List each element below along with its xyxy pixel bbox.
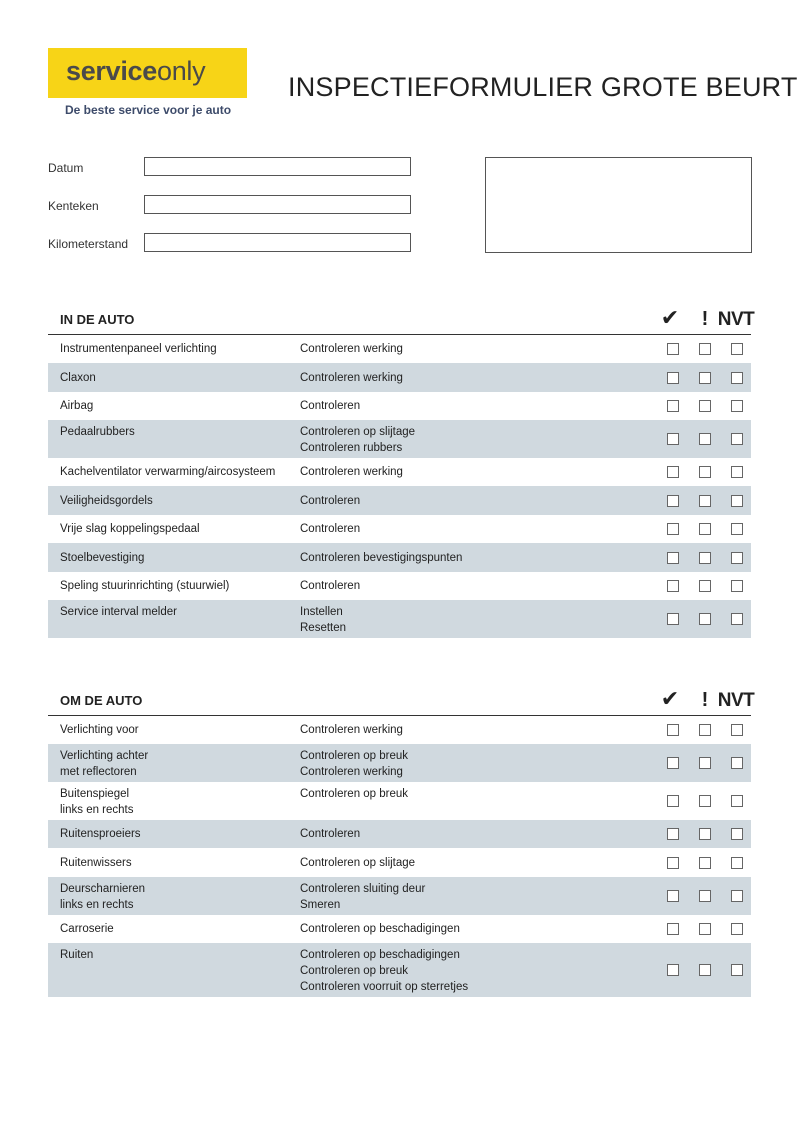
table-row: [48, 600, 751, 638]
checkbox-ok[interactable]: [667, 828, 679, 840]
item-label-line: Buitenspiegel: [60, 788, 130, 800]
table-row: [48, 420, 751, 458]
checkbox-nvt[interactable]: [731, 400, 743, 412]
checkbox-attention[interactable]: [699, 552, 711, 564]
action-label: [300, 341, 403, 357]
item-label: [60, 521, 200, 537]
kilometerstand-field[interactable]: [144, 233, 411, 252]
table-row: [48, 782, 751, 820]
item-label: [60, 578, 229, 594]
action-label: [300, 947, 468, 995]
table-row: [48, 392, 751, 420]
item-label: [60, 464, 275, 480]
checkbox-nvt[interactable]: [731, 795, 743, 807]
checkbox-attention[interactable]: [699, 372, 711, 384]
checkbox-nvt[interactable]: [731, 580, 743, 592]
page-title: INSPECTIEFORMULIER GROTE BEURT: [288, 72, 798, 102]
logo-light-text: only: [157, 56, 206, 86]
checkbox-attention[interactable]: [699, 828, 711, 840]
table-row: [48, 915, 751, 943]
checkbox-ok[interactable]: [667, 613, 679, 625]
checkbox-attention[interactable]: [699, 890, 711, 902]
checkbox-attention[interactable]: [699, 523, 711, 535]
checkbox-attention[interactable]: [699, 400, 711, 412]
action-label: [300, 881, 425, 913]
checkbox-attention[interactable]: [699, 495, 711, 507]
item-label: [60, 786, 134, 818]
action-label-line: Resetten: [300, 622, 347, 634]
section-title: OM DE AUTO: [60, 693, 143, 708]
checkbox-attention[interactable]: [699, 580, 711, 592]
action-label: [300, 826, 360, 842]
checkbox-nvt[interactable]: [731, 757, 743, 769]
item-label: [60, 881, 145, 913]
action-label-line: Controleren werking: [300, 766, 403, 778]
item-label-line: Ruitensproeiers: [60, 828, 141, 840]
checkbox-ok[interactable]: [667, 757, 679, 769]
action-label-line: Controleren werking: [300, 372, 403, 384]
checkbox-nvt[interactable]: [731, 552, 743, 564]
action-label: [300, 578, 360, 594]
table-row: [48, 848, 751, 877]
action-label-line: Controleren: [300, 400, 361, 412]
item-label: [60, 748, 148, 780]
action-label-line: Controleren voorruit op sterretjes: [300, 981, 469, 993]
item-label-line: Deurscharnieren: [60, 883, 146, 895]
item-label-line: Ruitenwissers: [60, 857, 132, 869]
checkbox-nvt[interactable]: [731, 964, 743, 976]
checkbox-attention[interactable]: [699, 343, 711, 355]
table-row: [48, 716, 751, 744]
section-header: [48, 299, 755, 335]
action-label-line: Controleren: [300, 523, 361, 535]
item-label: [60, 370, 96, 386]
section-in-de-auto: [48, 299, 755, 638]
checkbox-attention[interactable]: [699, 795, 711, 807]
item-label: [60, 398, 93, 414]
checkbox-attention[interactable]: [699, 724, 711, 736]
action-label: [300, 464, 403, 480]
column-attention-header: !: [701, 308, 709, 330]
logo-bold-text: service: [66, 56, 157, 86]
checkbox-ok[interactable]: [667, 724, 679, 736]
item-label-line: Claxon: [60, 372, 96, 384]
kenteken-field[interactable]: [144, 195, 411, 214]
action-label: [300, 493, 360, 509]
table-row: [48, 572, 751, 600]
action-label: [300, 921, 460, 937]
action-label-line: Instellen: [300, 606, 343, 618]
checkbox-nvt[interactable]: [731, 372, 743, 384]
table-row: [48, 363, 751, 392]
column-nvt-header: NVT: [717, 690, 755, 711]
action-label-line: Controleren werking: [300, 724, 403, 736]
notes-box[interactable]: [485, 157, 752, 253]
checkbox-attention[interactable]: [699, 923, 711, 935]
table-row: [48, 820, 751, 848]
item-label-line: Pedaalrubbers: [60, 426, 135, 438]
section-header: [48, 680, 755, 716]
action-label-line: Controleren rubbers: [300, 442, 403, 454]
tagline: De beste service voor je auto: [65, 103, 232, 117]
section-om-de-auto: [48, 680, 755, 997]
action-label-line: Controleren op beschadigingen: [300, 923, 460, 935]
logo-text: [66, 56, 205, 87]
checkbox-ok[interactable]: [667, 523, 679, 535]
checkbox-ok[interactable]: [667, 495, 679, 507]
checkbox-nvt[interactable]: [731, 828, 743, 840]
checkbox-ok[interactable]: [667, 433, 679, 445]
checkbox-nvt[interactable]: [731, 613, 743, 625]
action-label: [300, 550, 462, 566]
action-label-line: Controleren sluiting deur: [300, 883, 426, 895]
table-row: [48, 744, 751, 782]
checkbox-attention[interactable]: [699, 964, 711, 976]
checkbox-nvt[interactable]: [731, 343, 743, 355]
column-ok-header: ✔: [660, 305, 680, 330]
action-label-line: Controleren werking: [300, 466, 403, 478]
action-label: [300, 855, 415, 871]
action-label: [300, 722, 403, 738]
section-title: IN DE AUTO: [60, 312, 135, 327]
item-label: [60, 493, 153, 509]
item-label: [60, 341, 217, 357]
action-label-line: Controleren werking: [300, 343, 403, 355]
item-label-line: links en rechts: [60, 804, 134, 816]
checkbox-ok[interactable]: [667, 343, 679, 355]
checkbox-nvt[interactable]: [731, 890, 743, 902]
checkbox-ok[interactable]: [667, 964, 679, 976]
checkbox-ok[interactable]: [667, 580, 679, 592]
checkbox-attention[interactable]: [699, 466, 711, 478]
datum-label: Datum: [48, 161, 84, 175]
item-label-line: Service interval melder: [60, 606, 177, 618]
action-label-line: Controleren: [300, 580, 361, 592]
table-row: [48, 335, 751, 363]
item-label-line: Instrumentenpaneel verlichting: [60, 343, 217, 355]
item-label: [60, 921, 114, 937]
table-row: [48, 943, 751, 997]
item-label-line: Verlichting achter: [60, 750, 149, 762]
item-label-line: Verlichting voor: [60, 724, 139, 736]
checkbox-nvt[interactable]: [731, 433, 743, 445]
item-label-line: Vrije slag koppelingspedaal: [60, 523, 200, 535]
item-label-line: Speling stuurinrichting (stuurwiel): [60, 580, 230, 592]
item-label: [60, 722, 139, 738]
checkbox-ok[interactable]: [667, 857, 679, 869]
logo: [48, 48, 247, 98]
action-label: [300, 786, 408, 802]
item-label-line: Veiligheidsgordels: [60, 495, 153, 507]
checkbox-ok[interactable]: [667, 372, 679, 384]
action-label: [300, 424, 415, 456]
action-label: [300, 521, 360, 537]
action-label-line: Controleren bevestigingspunten: [300, 552, 463, 564]
checkbox-ok[interactable]: [667, 890, 679, 902]
item-label-line: Airbag: [60, 400, 94, 412]
item-label: [60, 550, 144, 566]
item-label: [60, 604, 177, 620]
checkbox-nvt[interactable]: [731, 923, 743, 935]
item-label: [60, 424, 135, 440]
kilometerstand-label: Kilometerstand: [48, 237, 129, 251]
checkbox-attention[interactable]: [699, 613, 711, 625]
action-label-line: Controleren op breuk: [300, 750, 409, 762]
action-label: [300, 398, 360, 414]
checkbox-ok[interactable]: [667, 400, 679, 412]
item-label: [60, 947, 93, 963]
item-label-line: Carroserie: [60, 923, 114, 935]
table-row: [48, 877, 751, 915]
kenteken-label: Kenteken: [48, 199, 99, 213]
action-label-line: Controleren op beschadigingen: [300, 949, 460, 961]
table-row: [48, 515, 751, 543]
checkbox-attention[interactable]: [699, 433, 711, 445]
checkbox-nvt[interactable]: [731, 857, 743, 869]
item-label-line: Kachelventilator verwarming/aircosysteem: [60, 466, 276, 478]
action-label-line: Controleren op breuk: [300, 788, 409, 800]
item-label-line: Ruiten: [60, 949, 94, 961]
action-label-line: Controleren op slijtage: [300, 857, 416, 869]
checkbox-ok[interactable]: [667, 923, 679, 935]
item-label: [60, 855, 132, 871]
action-label-line: Controleren: [300, 495, 361, 507]
table-row: [48, 486, 751, 515]
checkbox-attention[interactable]: [699, 857, 711, 869]
checkbox-attention[interactable]: [699, 757, 711, 769]
checkbox-ok[interactable]: [667, 795, 679, 807]
checkbox-nvt[interactable]: [731, 724, 743, 736]
column-nvt-header: NVT: [717, 309, 755, 330]
checkbox-nvt[interactable]: [731, 466, 743, 478]
item-label-line: met reflectoren: [60, 766, 137, 778]
column-attention-header: !: [701, 689, 709, 711]
action-label-line: Controleren: [300, 828, 361, 840]
action-label: [300, 748, 408, 780]
action-label: [300, 604, 346, 636]
table-row: [48, 458, 751, 486]
action-label-line: Smeren: [300, 899, 341, 911]
item-label-line: links en rechts: [60, 899, 134, 911]
datum-field[interactable]: [144, 157, 411, 176]
column-ok-header: ✔: [660, 686, 680, 711]
checkbox-nvt[interactable]: [731, 495, 743, 507]
action-label-line: Controleren op breuk: [300, 965, 409, 977]
checkbox-ok[interactable]: [667, 552, 679, 564]
table-row: [48, 543, 751, 572]
action-label-line: Controleren op slijtage: [300, 426, 416, 438]
checkbox-nvt[interactable]: [731, 523, 743, 535]
item-label-line: Stoelbevestiging: [60, 552, 145, 564]
checkbox-ok[interactable]: [667, 466, 679, 478]
item-label: [60, 826, 141, 842]
action-label: [300, 370, 403, 386]
